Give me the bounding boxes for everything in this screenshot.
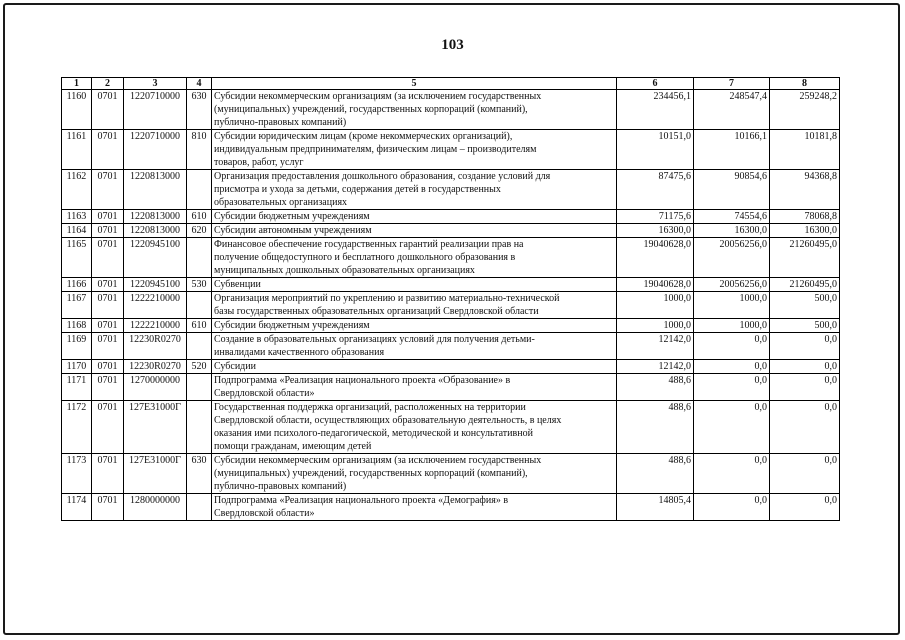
item-name-cell: [212, 360, 617, 374]
amount-col6-cell: 488,6: [617, 401, 694, 454]
column-header: 4: [187, 78, 212, 90]
section-code-cell: 0701: [92, 90, 124, 130]
table-row: [62, 130, 840, 170]
item-name-line: Подпрограмма «Реализация национального проекта «Образование» в: [214, 375, 511, 386]
expense-type-cell: [187, 494, 212, 521]
column-header: 7: [694, 78, 770, 90]
expense-type-cell: 620: [187, 224, 212, 238]
target-article-cell: 1220813000: [124, 224, 187, 238]
amount-col7-cell: 1000,0: [694, 292, 770, 319]
expense-type-cell: [187, 401, 212, 454]
amount-col8-cell: 0,0: [770, 333, 840, 360]
item-name-line: Субсидии: [214, 361, 256, 372]
amount-col7-cell: 0,0: [694, 454, 770, 494]
amount-col7-cell: 0,0: [694, 401, 770, 454]
item-name-line: Организация предоставления дошкольного образования, создание условий для: [214, 171, 551, 182]
table-row: [62, 278, 840, 292]
amount-col7-cell: 1000,0: [694, 319, 770, 333]
item-name-cell: [212, 454, 617, 494]
item-name-cell: [212, 494, 617, 521]
amount-col6-cell: 87475,6: [617, 170, 694, 210]
amount-col6-cell: 234456,1: [617, 90, 694, 130]
row-number-cell: 1171: [62, 374, 92, 401]
item-name-line: публично-правовых компаний): [214, 117, 347, 128]
amount-col8-cell: 16300,0: [770, 224, 840, 238]
amount-col8-cell: 259248,2: [770, 90, 840, 130]
expense-type-cell: 610: [187, 319, 212, 333]
amount-col8-cell: 94368,8: [770, 170, 840, 210]
expense-type-cell: [187, 374, 212, 401]
target-article-cell: 1222210000: [124, 292, 187, 319]
table-row: [62, 292, 840, 319]
amount-col6-cell: 16300,0: [617, 224, 694, 238]
item-name-line: (муниципальных) учреждений, государственных корпораций (компаний),: [214, 104, 528, 115]
item-name-cell: [212, 90, 617, 130]
table-row: [62, 454, 840, 494]
target-article-cell: 1270000000: [124, 374, 187, 401]
target-article-cell: 127E31000Г: [124, 454, 187, 494]
amount-col8-cell: 500,0: [770, 292, 840, 319]
section-code-cell: 0701: [92, 130, 124, 170]
amount-col7-cell: 20056256,0: [694, 278, 770, 292]
row-number-cell: 1162: [62, 170, 92, 210]
item-name-line: образовательных организациях: [214, 197, 348, 208]
amount-col8-cell: 10181,8: [770, 130, 840, 170]
column-header: 6: [617, 78, 694, 90]
row-number-cell: 1165: [62, 238, 92, 278]
item-name-line: Государственная поддержка организаций, расположенных на территории: [214, 402, 526, 413]
item-name-cell: [212, 170, 617, 210]
target-article-cell: 1220945100: [124, 278, 187, 292]
item-name-line: присмотра и ухода за детьми, содержания детей в государственных: [214, 184, 501, 195]
page-number: 103: [441, 37, 464, 53]
section-code-cell: 0701: [92, 333, 124, 360]
amount-col7-cell: 0,0: [694, 374, 770, 401]
amount-col7-cell: 16300,0: [694, 224, 770, 238]
item-name-line: Свердловской области, осуществляющих образовательную деятельность, в целях: [214, 415, 562, 426]
amount-col6-cell: 1000,0: [617, 292, 694, 319]
expense-type-cell: 610: [187, 210, 212, 224]
item-name-line: индивидуальным предпринимателям, физическим лицам – производителям: [214, 144, 537, 155]
item-name-cell: [212, 319, 617, 333]
amount-col6-cell: 19040628,0: [617, 278, 694, 292]
item-name-line: Субвенции: [214, 279, 261, 290]
table-row: [62, 494, 840, 521]
target-article-cell: 1220813000: [124, 170, 187, 210]
amount-col6-cell: 14805,4: [617, 494, 694, 521]
row-number-cell: 1161: [62, 130, 92, 170]
item-name-line: Создание в образовательных организациях условий для получения детьми-: [214, 334, 535, 345]
table-body: [62, 90, 840, 521]
amount-col8-cell: 21260495,0: [770, 238, 840, 278]
expense-type-cell: 630: [187, 90, 212, 130]
target-article-cell: 1222210000: [124, 319, 187, 333]
item-name-cell: [212, 401, 617, 454]
item-name-line: базы государственных образовательных организаций Свердловской области: [214, 306, 539, 317]
item-name-cell: [212, 292, 617, 319]
item-name-line: Субсидии автономным учреждениям: [214, 225, 372, 236]
expense-type-cell: 630: [187, 454, 212, 494]
item-name-cell: [212, 278, 617, 292]
target-article-cell: 1220945100: [124, 238, 187, 278]
row-number-cell: 1163: [62, 210, 92, 224]
row-number-cell: 1172: [62, 401, 92, 454]
column-header: 1: [62, 78, 92, 90]
row-number-cell: 1166: [62, 278, 92, 292]
table-row: [62, 210, 840, 224]
section-code-cell: 0701: [92, 292, 124, 319]
section-code-cell: 0701: [92, 401, 124, 454]
amount-col8-cell: 0,0: [770, 401, 840, 454]
item-name-line: Субсидии бюджетным учреждениям: [214, 320, 370, 331]
section-code-cell: 0701: [92, 374, 124, 401]
item-name-line: Субсидии некоммерческим организациям (за исключением государственных: [214, 455, 542, 466]
item-name-line: Подпрограмма «Реализация национального проекта «Демография» в: [214, 495, 509, 506]
amount-col7-cell: 0,0: [694, 333, 770, 360]
item-name-line: получение общедоступного и бесплатного дошкольного образования в: [214, 252, 516, 263]
amount-col8-cell: 21260495,0: [770, 278, 840, 292]
amount-col7-cell: 248547,4: [694, 90, 770, 130]
section-code-cell: 0701: [92, 319, 124, 333]
expense-type-cell: [187, 170, 212, 210]
item-name-cell: [212, 130, 617, 170]
section-code-cell: 0701: [92, 454, 124, 494]
row-number-cell: 1167: [62, 292, 92, 319]
row-number-cell: 1168: [62, 319, 92, 333]
target-article-cell: 12230R0270: [124, 333, 187, 360]
budget-table: [61, 77, 840, 521]
expense-type-cell: [187, 333, 212, 360]
header-row: [62, 78, 840, 90]
target-article-cell: 1220710000: [124, 90, 187, 130]
amount-col7-cell: 20056256,0: [694, 238, 770, 278]
row-number-cell: 1173: [62, 454, 92, 494]
item-name-line: Финансовое обеспечение государственных гарантий реализации прав на: [214, 239, 524, 250]
expense-type-cell: 530: [187, 278, 212, 292]
amount-col7-cell: 0,0: [694, 494, 770, 521]
item-name-line: инвалидами качественного образования: [214, 347, 385, 358]
section-code-cell: 0701: [92, 238, 124, 278]
expense-type-cell: 810: [187, 130, 212, 170]
amount-col7-cell: 74554,6: [694, 210, 770, 224]
amount-col7-cell: 90854,6: [694, 170, 770, 210]
table-row: [62, 224, 840, 238]
section-code-cell: 0701: [92, 278, 124, 292]
target-article-cell: 1220813000: [124, 210, 187, 224]
section-code-cell: 0701: [92, 210, 124, 224]
row-number-cell: 1164: [62, 224, 92, 238]
column-header: 2: [92, 78, 124, 90]
target-article-cell: 1220710000: [124, 130, 187, 170]
amount-col8-cell: 500,0: [770, 319, 840, 333]
amount-col8-cell: 0,0: [770, 494, 840, 521]
section-code-cell: 0701: [92, 224, 124, 238]
column-header: 5: [212, 78, 617, 90]
table-row: [62, 238, 840, 278]
item-name-cell: [212, 224, 617, 238]
table-row: [62, 333, 840, 360]
amount-col6-cell: 488,6: [617, 454, 694, 494]
amount-col8-cell: 0,0: [770, 454, 840, 494]
table-row: [62, 90, 840, 130]
item-name-line: оказания ими психолого-педагогической, методической и консультативной: [214, 428, 533, 439]
table-row: [62, 170, 840, 210]
table-row: [62, 319, 840, 333]
amount-col7-cell: 10166,1: [694, 130, 770, 170]
item-name-cell: [212, 333, 617, 360]
column-header: 8: [770, 78, 840, 90]
amount-col6-cell: 19040628,0: [617, 238, 694, 278]
item-name-cell: [212, 210, 617, 224]
item-name-line: публично-правовых компаний): [214, 481, 347, 492]
section-code-cell: 0701: [92, 170, 124, 210]
amount-col8-cell: 78068,8: [770, 210, 840, 224]
section-code-cell: 0701: [92, 360, 124, 374]
item-name-line: Субсидии юридическим лицам (кроме некоммерческих организаций),: [214, 131, 513, 142]
table-row: [62, 401, 840, 454]
amount-col6-cell: 10151,0: [617, 130, 694, 170]
column-header: 3: [124, 78, 187, 90]
expense-type-cell: [187, 238, 212, 278]
section-code-cell: 0701: [92, 494, 124, 521]
target-article-cell: 1280000000: [124, 494, 187, 521]
item-name-line: помощи гражданам, имеющим детей: [214, 441, 372, 452]
amount-col8-cell: 0,0: [770, 360, 840, 374]
item-name-line: (муниципальных) учреждений, государственных корпораций (компаний),: [214, 468, 528, 479]
item-name-line: Субсидии некоммерческим организациям (за исключением государственных: [214, 91, 542, 102]
item-name-line: Субсидии бюджетным учреждениям: [214, 211, 370, 222]
expense-type-cell: [187, 292, 212, 319]
target-article-cell: 127E31000Г: [124, 401, 187, 454]
target-article-cell: 12230R0270: [124, 360, 187, 374]
row-number-cell: 1174: [62, 494, 92, 521]
amount-col7-cell: 0,0: [694, 360, 770, 374]
item-name-line: Свердловской области»: [214, 508, 315, 519]
item-name-line: Организация мероприятий по укреплению и развитию материально-технической: [214, 293, 560, 304]
amount-col6-cell: 1000,0: [617, 319, 694, 333]
row-number-cell: 1160: [62, 90, 92, 130]
item-name-line: муниципальных дошкольных образовательных организациях: [214, 265, 475, 276]
table-row: [62, 374, 840, 401]
item-name-cell: [212, 238, 617, 278]
expense-type-cell: 520: [187, 360, 212, 374]
item-name-cell: [212, 374, 617, 401]
item-name-line: товаров, работ, услуг: [214, 157, 304, 168]
amount-col8-cell: 0,0: [770, 374, 840, 401]
row-number-cell: 1169: [62, 333, 92, 360]
item-name-line: Свердловской области»: [214, 388, 315, 399]
amount-col6-cell: 12142,0: [617, 360, 694, 374]
amount-col6-cell: 12142,0: [617, 333, 694, 360]
amount-col6-cell: 71175,6: [617, 210, 694, 224]
table-row: [62, 360, 840, 374]
row-number-cell: 1170: [62, 360, 92, 374]
amount-col6-cell: 488,6: [617, 374, 694, 401]
